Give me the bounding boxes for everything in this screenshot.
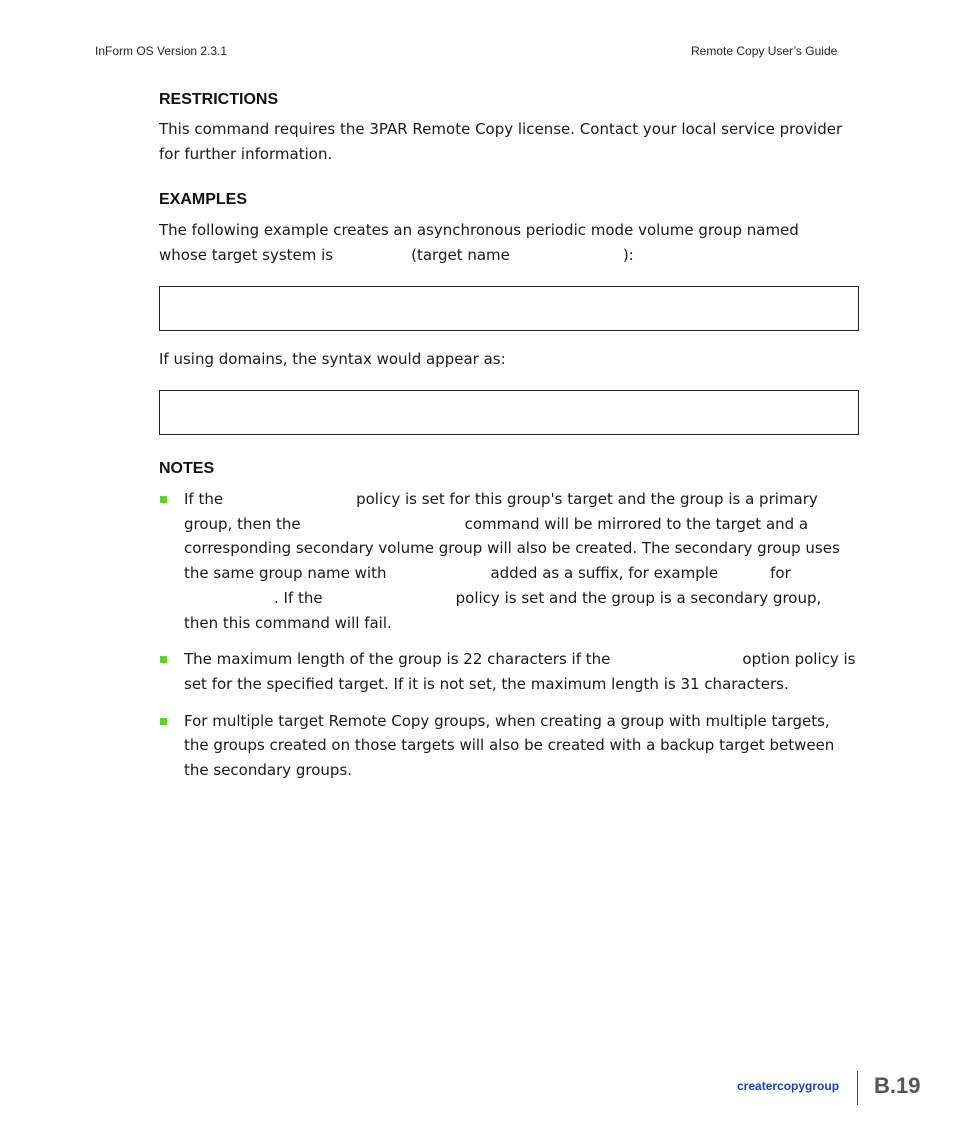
note1-b: policy is set for this group's target and the group is a primary group, then the — [184, 490, 818, 533]
examples-text — [159, 218, 859, 268]
list-item — [159, 709, 859, 783]
note1-d: added as a suffix, for example — [490, 564, 719, 583]
bullet-icon — [160, 656, 167, 663]
footer-divider — [857, 1071, 858, 1105]
code-example-box — [159, 286, 859, 331]
bullet-icon — [160, 496, 167, 503]
examples-line1: The following example creates an asynchronous periodic mode volume group named — [159, 221, 799, 239]
examples-line2-a: whose target system is — [159, 246, 334, 264]
header-right: Remote Copy User’s Guide — [691, 44, 838, 58]
page-number: B.19 — [874, 1073, 921, 1098]
examples-line2-b: (target name — [411, 246, 510, 264]
header-left: InForm OS Version 2.3.1 — [95, 44, 228, 58]
notes-heading: NOTES — [159, 460, 215, 477]
note3-text: For multiple target Remote Copy groups, when creating a group with multiple targets, the groups created on those targets will also be created with a backup target between the secondary groups. — [184, 711, 835, 780]
examples-heading: EXAMPLES — [159, 191, 248, 208]
note1-f: . If the — [274, 588, 323, 607]
code-domain-example-box — [159, 390, 859, 435]
note2-a: The maximum length of the group is 22 characters if the — [184, 650, 611, 669]
note1-g: policy is set and the group is a secondary group, then this command will fail. — [184, 588, 822, 632]
footer-command-link[interactable]: creatercopygroup — [737, 1079, 840, 1093]
note1-c: command will be mirrored to the target and a corresponding secondary volume group will also be created. The secondary group uses the same group name with — [184, 514, 840, 583]
examples-line2 — [159, 243, 859, 268]
list-item — [159, 647, 859, 696]
note1-e: for — [770, 564, 791, 583]
domains-text: If using domains, the syntax would appear as: — [159, 350, 506, 368]
restrictions-heading: RESTRICTIONS — [159, 91, 279, 108]
examples-line2-c: ): — [622, 246, 634, 264]
notes-list — [159, 487, 859, 795]
restrictions-text: This command requires the 3PAR Remote Copy license. Contact your local service provider for further information. — [159, 120, 843, 163]
bullet-icon — [160, 718, 167, 725]
list-item — [159, 487, 859, 635]
note2-b: option policy is set for the specified target. If it is not set, the maximum length is 31 characters. — [184, 650, 856, 693]
note1-a: If the — [184, 490, 224, 508]
